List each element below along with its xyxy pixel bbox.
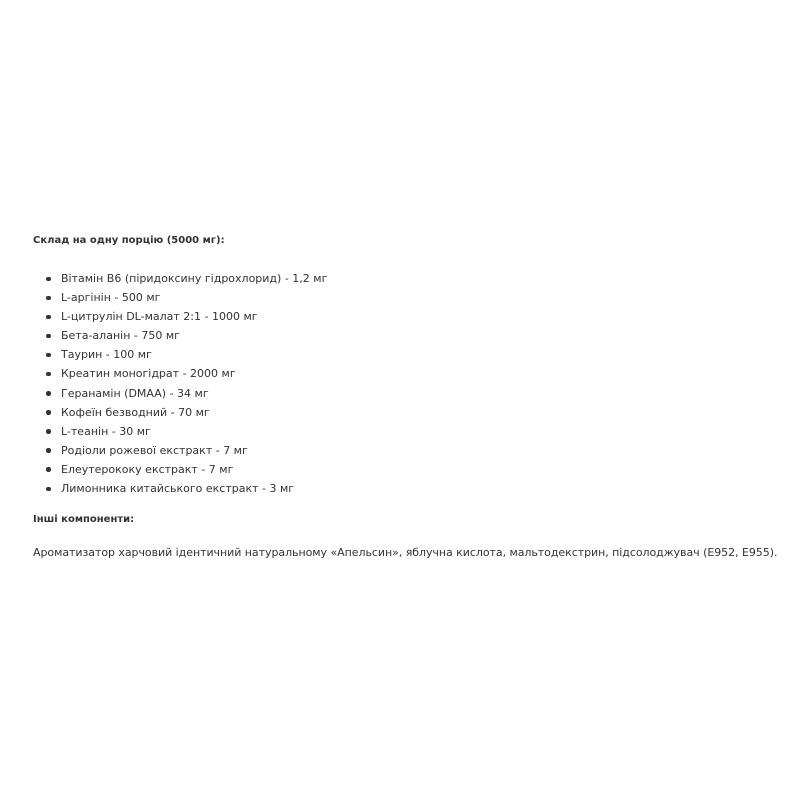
list-item-text: Елеутерококу екстракт - 7 мг bbox=[61, 462, 234, 476]
list-item bbox=[33, 403, 793, 422]
list-item-text: Таурин - 100 мг bbox=[61, 348, 152, 362]
list-item bbox=[33, 345, 793, 364]
composition-heading: Склад на одну порцію (5000 мг): bbox=[33, 235, 225, 246]
list-item-text: Креатин моногідрат - 2000 мг bbox=[61, 367, 236, 381]
bullet-icon bbox=[46, 296, 51, 301]
list-item bbox=[33, 288, 793, 307]
list-item bbox=[33, 479, 793, 498]
bullet-icon bbox=[46, 353, 51, 358]
bullet-icon bbox=[46, 429, 51, 434]
list-item-text: L-аргінін - 500 мг bbox=[61, 291, 161, 305]
list-item-text: Кофеїн безводний - 70 мг bbox=[61, 405, 210, 419]
product-description bbox=[33, 234, 793, 562]
list-item-text: Вітамін В6 (піридоксину гідрохлорид) - 1,2 мг bbox=[61, 272, 328, 285]
bullet-icon bbox=[46, 391, 51, 396]
bullet-icon bbox=[46, 372, 51, 377]
list-item bbox=[33, 441, 793, 460]
list-item bbox=[33, 364, 793, 383]
list-item bbox=[33, 269, 793, 288]
bullet-icon bbox=[46, 315, 51, 320]
list-item bbox=[33, 326, 793, 345]
other-components-text: Ароматизатор харчовий ідентичний натуральному «Апельсин», яблучна кислота, мальтодекстрин, підсолоджувач (Е952, Е955). bbox=[33, 546, 778, 560]
list-item bbox=[33, 384, 793, 403]
list-item bbox=[33, 422, 793, 441]
bullet-icon bbox=[46, 487, 51, 492]
list-item-text: Лимонника китайського екстракт - 3 мг bbox=[61, 482, 295, 496]
ingredients-list bbox=[33, 269, 793, 498]
list-item bbox=[33, 307, 793, 326]
list-item bbox=[33, 460, 793, 479]
list-item-text: L-теанін - 30 мг bbox=[61, 424, 151, 438]
list-item-text: Геранамін (DMAA) - 34 мг bbox=[61, 386, 209, 400]
list-item-text: L-цитрулін DL-малат 2:1 - 1000 мг bbox=[61, 310, 258, 324]
bullet-icon bbox=[46, 467, 51, 472]
bullet-icon bbox=[46, 277, 51, 282]
bullet-icon bbox=[46, 448, 51, 453]
other-components-heading: Інші компоненти: bbox=[33, 514, 135, 526]
bullet-icon bbox=[46, 334, 51, 339]
bullet-icon bbox=[46, 410, 51, 415]
list-item-text: Родіоли рожевої екстракт - 7 мг bbox=[61, 443, 248, 457]
list-item-text: Бета-аланін - 750 мг bbox=[61, 329, 180, 343]
